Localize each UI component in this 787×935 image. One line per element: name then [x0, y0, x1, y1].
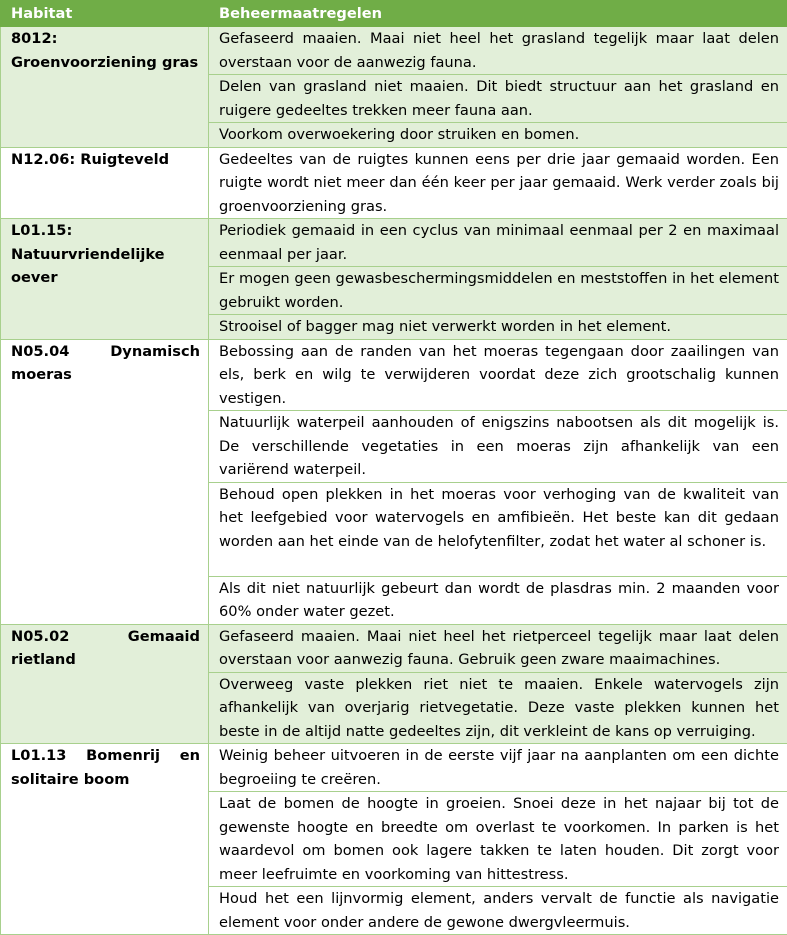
habitat-cell: N12.06: Ruigteveld [1, 147, 209, 219]
table-row [1, 147, 787, 219]
measure-cell: Houd het een lijnvormig element, anders vervalt de functie als navigatie element voor onder andere de gewone dwergvleermuis. [209, 887, 787, 935]
measure-cell: Er mogen geen gewasbeschermingsmiddelen en meststoffen in het element gebruikt worden. [209, 267, 787, 315]
measure-cell: Gefaseerd maaien. Maai niet heel het grasland tegelijk maar laat delen overstaan voor de aanwezig fauna. [209, 27, 787, 75]
header-habitat: Habitat [1, 1, 209, 27]
measure-cell: Weinig beheer uitvoeren in de eerste vijf jaar na aanplanten om een dichte begroeiing te creëren. [209, 744, 787, 792]
measure-cell: Voorkom overwoekering door struiken en bomen. [209, 123, 787, 148]
habitat-cell: L01.13 Bomenrij en solitaire boom [1, 744, 209, 935]
measure-cell: Gedeeltes van de ruigtes kunnen eens per drie jaar gemaaid worden. Een ruigte wordt niet meer dan één keer per jaar gemaaid. Werk verder zoals bij groenvoorziening gras. [209, 147, 787, 219]
measure-cell: Bebossing aan de randen van het moeras tegengaan door zaailingen van els, berk en wilg te verwijderen voordat deze zich grootschalig kunnen vestigen. [209, 339, 787, 411]
measure-cell: Overweeg vaste plekken riet niet te maaien. Enkele watervogels zijn afhankelijk van overjarig rietvegetatie. Deze vaste plekken kunnen het beste in de altijd natte gedeeltes zijn, dit verkleint de kans op verruiging. [209, 672, 787, 744]
table-row [1, 339, 787, 411]
measure-cell: Natuurlijk waterpeil aanhouden of enigszins nabootsen als dit mogelijk is. De verschillende vegetaties in een moeras zijn afhankelijk van een variërend waterpeil. [209, 411, 787, 483]
measure-cell: Laat de bomen de hoogte in groeien. Snoei deze in het najaar bij tot de gewenste hoogte en breedte om overlast te voorkomen. In parken is het waardevol om bomen ook lagere takken te laten houden. Dit zorgt voor meer leefruimte en voorkoming van hittestress. [209, 792, 787, 887]
table-row [1, 744, 787, 792]
table-row [1, 219, 787, 267]
habitat-cell: N05.02 Gemaaid rietland [1, 624, 209, 744]
measure-cell: Gefaseerd maaien. Maai niet heel het rietperceel tegelijk maar laat delen overstaan voor aanwezig fauna. Gebruik geen zware maaimachines. [209, 624, 787, 672]
measure-cell: Periodiek gemaaid in een cyclus van minimaal eenmaal per 2 en maximaal eenmaal per jaar. [209, 219, 787, 267]
measure-cell: Delen van grasland niet maaien. Dit biedt structuur aan het grasland en ruigere gedeeltes trekken meer fauna aan. [209, 75, 787, 123]
habitat-cell: 8012: Groenvoorziening gras [1, 27, 209, 148]
measure-cell: Behoud open plekken in het moeras voor verhoging van de kwaliteit van het leefgebied voor watervogels en amfibieën. Het beste kan dit gedaan worden aan het einde van de helofytenfilter, zodat het water al schoner is. [209, 482, 787, 576]
measure-cell: Als dit niet natuurlijk gebeurt dan wordt de plasdras min. 2 maanden voor 60% onder water gezet. [209, 576, 787, 624]
table-row [1, 624, 787, 672]
habitat-cell: N05.04 Dynamisch moeras [1, 339, 209, 624]
table-header-row [1, 1, 787, 27]
header-measures: Beheermaatregelen [209, 1, 787, 27]
measure-cell: Strooisel of bagger mag niet verwerkt worden in het element. [209, 315, 787, 340]
table-row [1, 27, 787, 75]
habitat-cell: L01.15: Natuurvriendelijke oever [1, 219, 209, 340]
